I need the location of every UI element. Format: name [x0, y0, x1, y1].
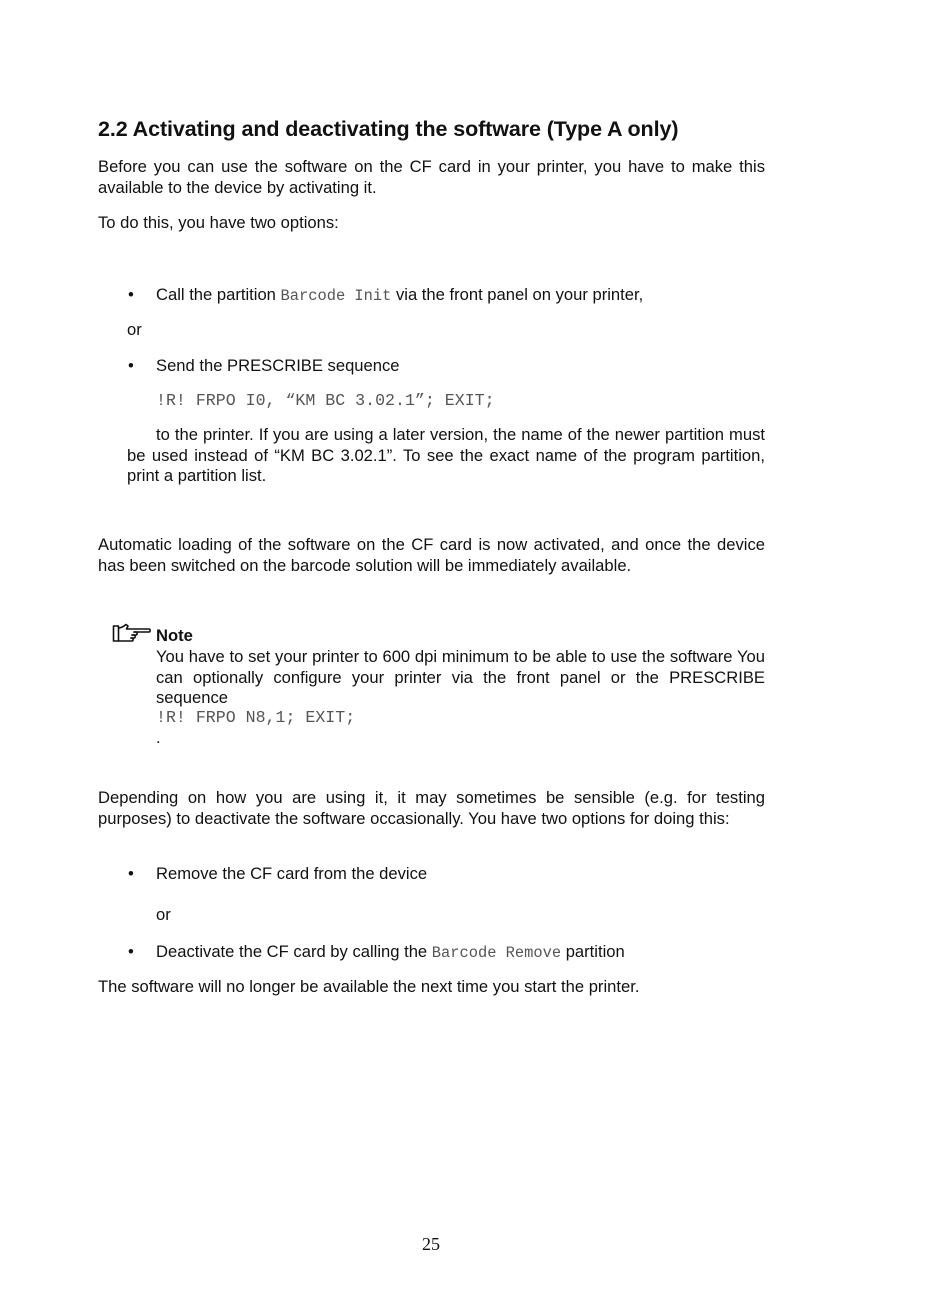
options-intro: To do this, you have two options:	[98, 213, 339, 232]
deactivation-option-2-before: Deactivate the CF card by calling the	[156, 942, 432, 961]
activation-option-1-after: via the front panel on your printer,	[391, 285, 644, 304]
pointing-hand-icon	[112, 623, 152, 645]
bullet-marker: •	[128, 356, 134, 375]
page-number: 25	[422, 1234, 440, 1254]
activation-explanation: to the printer. If you are using a later version, the name of the newer partition must be used instead of “KM BC 3.02.1”. To see the exact name of the program partition, print a partition list.	[127, 425, 765, 485]
or-separator: or	[156, 905, 171, 924]
deactivation-intro: Depending on how you are using it, it may sometimes be sensible (e.g. for testing purposes) to deactivate the software occasionally. You have two options for doing this:	[98, 788, 765, 828]
section-heading: 2.2 Activating and deactivating the software (Type A only)	[98, 117, 679, 141]
deactivation-option-2-after: partition	[561, 942, 625, 961]
activation-option-2: Send the PRESCRIBE sequence	[156, 356, 400, 375]
deactivation-option-1: Remove the CF card from the device	[156, 864, 428, 883]
prescribe-code-activate: !R! FRPO I0, “KM BC 3.02.1”; EXIT;	[156, 391, 495, 410]
note-text: You have to set your printer to 600 dpi minimum to be able to use the software You can optionally configure your printer via the front panel or the PRESCRIBE sequence	[156, 647, 765, 707]
deactivation-option-2	[156, 942, 625, 963]
activation-option-1-before: Call the partition	[156, 285, 281, 304]
automatic-loading-paragraph: Automatic loading of the software on the CF card is now activated, and once the device has been switched on the barcode solution will be immediately available.	[98, 535, 765, 575]
note-dot: .	[156, 728, 161, 747]
partition-name-barcode-init: Barcode Init	[280, 287, 392, 305]
bullet-marker: •	[128, 864, 134, 883]
bullet-marker: •	[128, 285, 134, 304]
activation-option-1	[156, 285, 643, 306]
prescribe-code-600dpi: !R! FRPO N8,1; EXIT;	[156, 708, 356, 727]
partition-name-barcode-remove: Barcode Remove	[431, 944, 562, 962]
intro-paragraph: Before you can use the software on the CF card in your printer, you have to make this available to the device by activating it.	[98, 157, 765, 197]
bullet-marker: •	[128, 942, 134, 961]
or-separator: or	[127, 320, 142, 339]
note-title: Note	[156, 626, 193, 645]
closing-paragraph: The software will no longer be available the next time you start the printer.	[98, 977, 640, 996]
